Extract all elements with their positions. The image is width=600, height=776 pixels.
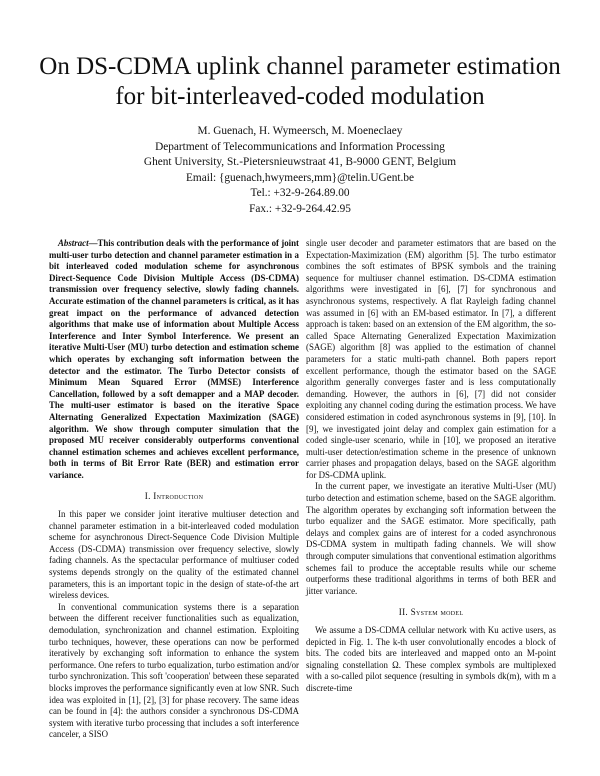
author-block — [60, 124, 540, 217]
author-email: Email: {guenach,hwymeers,mm}@telin.UGent.be — [186, 171, 414, 184]
abstract: Abstract—This contribution deals with the performance of joint multi-user turbo detection and channel parameter estimation in a bit interleaved coded modulation scheme for asynchronous Direct-Sequence Code Division Multiple Access (DS-CDMA) transmission over frequency selective, slowly fading channels. Accurate estimation of the channel parameters is critical, as it has great impact on the performance of advanced detection algorithms that make use of information about Multiple Access Interference and Inter Symbol Interference. We present an iterative Multi-User (MU) turbo detection and estimation scheme which operates by exchanging soft information between the detector and the estimator. The Turbo Detector consists of Minimum Mean Squared Error (MMSE) Interference Cancellation, followed by a soft demapper and a MAP decoder. The multi-user estimator is based on the iterative Space Alternating Generalized Expectation Maximization (SAGE) algorithm. We show through computer simulation that the proposed MU receiver considerably outperforms conventional channel estimation schemes and achieves excellent performance, both in terms of Bit Error Rate (BER) and estimation error variance. — [49, 238, 299, 480]
intro-paragraph-4: In the current paper, we investigate an iterative Multi-User (MU) turbo detection and estimation scheme, based on the SAGE algorithm. The algorithm operates by exchanging soft information between the turbo equalizer and the SAGE estimator. More specifically, path delays and complex gains are of interest for a coded asynchronous DS-CDMA system in multipath fading channels. We will show through computer simulations that conventional estimation algorithms schemes fail to produce the acceptable results while our scheme outperforms these traditional algorithms in terms of both BER and jitter variance. — [306, 481, 556, 596]
intro-paragraph-1: In this paper we consider joint iterative multiuser detection and channel parameter estimation in a bit-interleaved coded modulation scheme for asynchronous Direct-Sequence Code Division Multiple Access (DS-CDMA) transmission over frequency selective, slowly fading channels. As the spectacular performance of multiuser coded systems depends strongly on the quality of the estimated channel parameters, this is an important topic in the design of state-of-the art wireless devices. — [49, 509, 299, 601]
section-heading-introduction: I. Introduction — [144, 491, 204, 502]
author-fax: Fax.: +32-9-264.42.95 — [249, 202, 351, 215]
right-column — [306, 238, 556, 695]
abstract-text: This contribution deals with the performance of joint multi-user turbo detection and channel parameter estimation in a bit interleaved coded modulation scheme for asynchronous Direct-Sequence Code Division Multiple Access (DS-CDMA) transmission over frequency selective, slowly fading channels. Accurate estimation of the channel parameters is critical, as it has great impact on the performance of advanced detection algorithms that make use of information about Multiple Access Interference and Inter Symbol Interference. We present an iterative Multi-User (MU) turbo detection and estimation scheme which operates by exchanging soft information between the detector and the estimator. The Turbo Detector consists of Minimum Mean Squared Error (MMSE) Interference Cancellation, followed by a soft demapper and a MAP decoder. The multi-user estimator is based on the iterative Space Alternating Generalized Expectation Maximization (SAGE) algorithm. We show through computer simulation that the proposed MU receiver considerably outperforms conventional channel estimation schemes and achieves excellent performance, both in terms of Bit Error Rate (BER) and estimation error variance. — [49, 238, 299, 480]
author-tel: Tel.: +32-9-264.89.00 — [250, 187, 350, 199]
intro-paragraph-2: In conventional communication systems there is a separation between the different receiver functionalities such as equalization, demodulation, synchronization and channel estimation. Exploiting turbo techniques, however, these operations can now be performed iteratively by exchanging soft information to enhance the system performance. One refers to turbo equalization, turbo estimation and/or turbo synchronization. This soft 'cooperation' between these separated blocks improves the performance significantly even at low SNR. Such idea was exploited in [1], [2], [3] for phase recovery. The same ideas can be found in [4]: the authors consider a synchronous DS-CDMA system with iterative turbo processing that includes a soft interference canceler, a SISO — [49, 601, 299, 740]
left-column — [49, 238, 299, 741]
abstract-label: Abstract — [58, 238, 89, 248]
author-department: Department of Telecommunications and Information Processing — [155, 140, 445, 153]
system-model-paragraph-1: We assume a DS-CDMA cellular network with Ku active users, as depicted in Fig. 1. The k-th user convolutionally encodes a block of bits. The coded bits are interleaved and mapped onto an M-point signaling constellation Ω. These complex symbols are multiplexed with a so-called pilot sequence (resulting in symbols dk(m), with m a discrete-time — [306, 625, 556, 693]
author-names: M. Guenach, H. Wymeersch, M. Moeneclaey — [197, 125, 403, 137]
author-address: Ghent University, St.-Pietersnieuwstraat 41, B-9000 GENT, Belgium — [143, 156, 457, 168]
section-heading-system-model: II. System model — [398, 607, 464, 618]
intro-paragraph-3: single user decoder and parameter estimators that are based on the Expectation-Maximization (EM) algorithm [5]. The turbo estimator combines the soft estimates of BPSK symbols and the training sequence for multiuser channel estimation. DS-CDMA estimation algorithms were investigated in [6], [7] for synchronous and asynchronous systems, respectively. A flat Rayleigh fading channel was assumed in [6] with an EM-based estimator. In [7], a different approach is taken: based on an extension of the EM algorithm, the so-called Space Alternating Generalized Expectation Maximization (SAGE) algorithm [8] was applied to the estimation of channel parameters for a static multi-path channel. Both papers report excellent performance, though the estimator based on the SAGE algorithm generally converges faster and is less computationally demanding. However, the authors in [6], [7] did not consider exploiting any channel coding during the estimation process. We have considered estimation in coded asynchronous systems in [9], [10]. In [9], we investigated joint delay and complex gain estimation for a coded single-user scenario, while in [10], we proposed an iterative multi-user detection/estimation scheme in the presence of unknown carrier phases and propagation delays, based on the SAGE algorithm for DS-CDMA uplink. — [306, 238, 556, 480]
paper-title: On DS-CDMA uplink channel parameter estimation for bit-interleaved-coded modulation — [39, 53, 561, 110]
